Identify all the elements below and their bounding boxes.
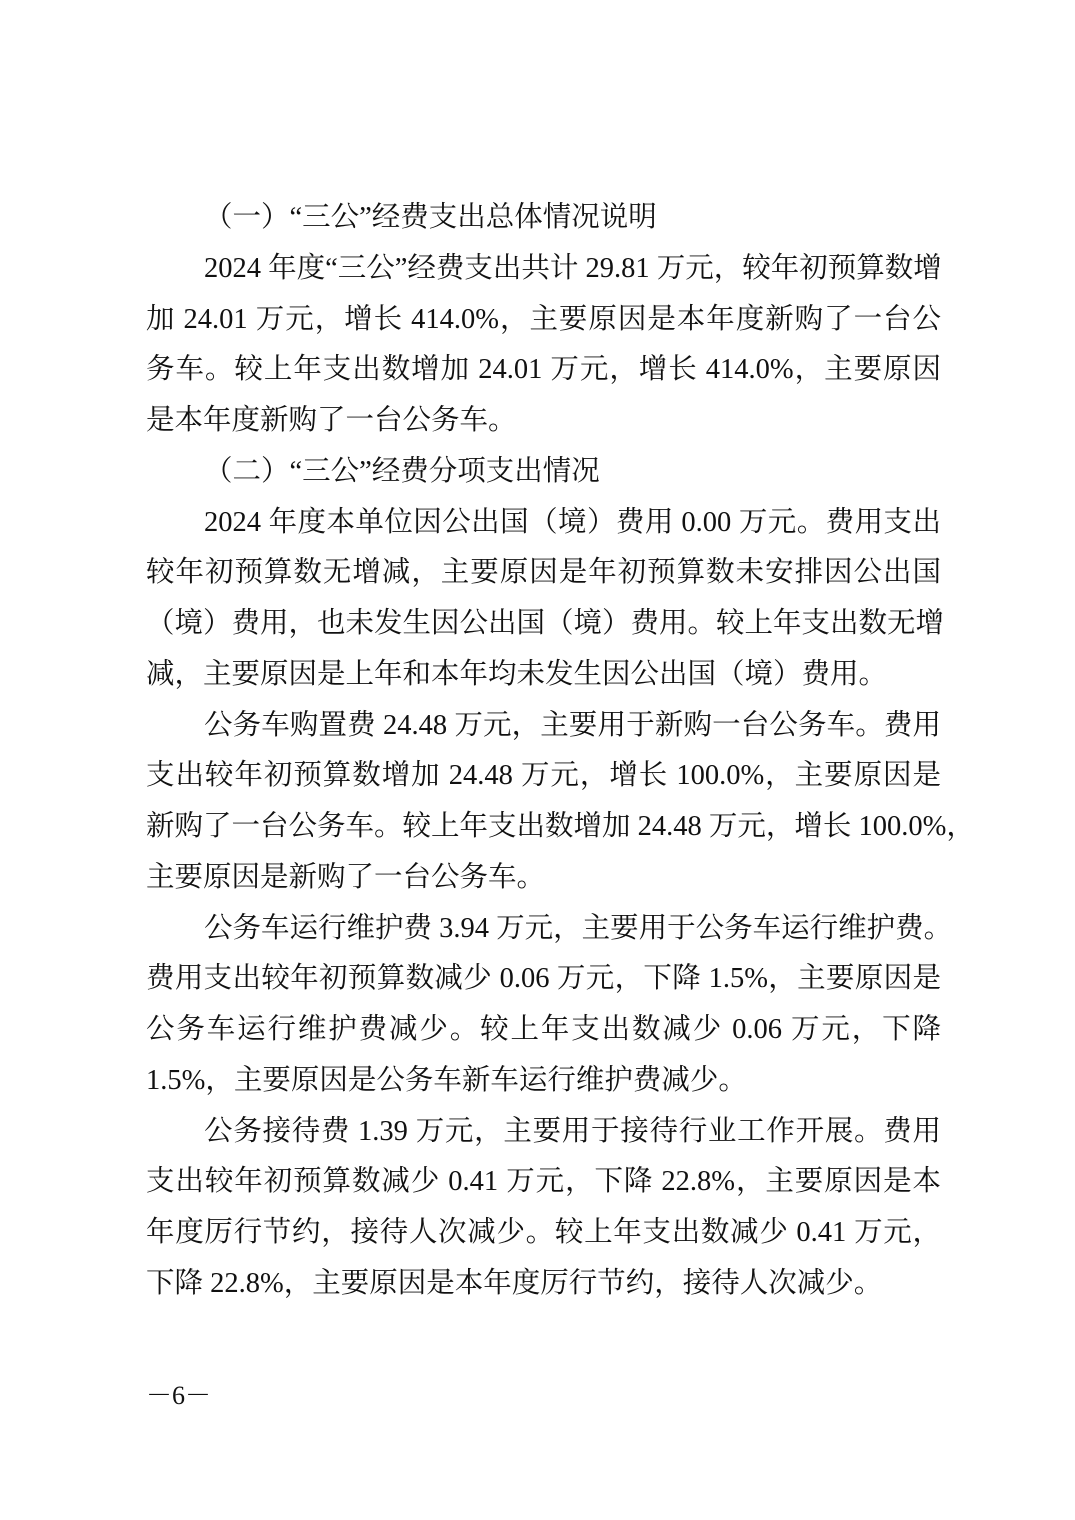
document-body (146, 193, 975, 1310)
paragraph (146, 498, 945, 701)
paragraph-line: 加 24.01 万元，增长 414.0%，主要原因是本年度新购了一台公 (146, 303, 941, 335)
paragraph (146, 1107, 941, 1310)
paragraph-line: 支出较年初预算数增加 24.48 万元，增长 100.0%，主要原因是 (146, 760, 941, 792)
paragraph-line: 新购了一台公务车。较上年支出数增加 24.48 万元，增长 100.0%， (146, 811, 975, 842)
paragraph-line: 公务车运行维护费减少。较上年支出数减少 0.06 万元，下降 (146, 1014, 941, 1045)
paragraph-line: 主要原因是新购了一台公务车。 (146, 861, 546, 893)
section-heading: （二）“三公”经费分项支出情况 (204, 455, 600, 487)
paragraph-line: 务车。较上年支出数增加 24.01 万元，增长 414.0%，主要原因 (146, 354, 941, 386)
paragraph (146, 904, 953, 1107)
paragraph-line: 费用支出较年初预算数减少 0.06 万元，下降 1.5%，主要原因是 (146, 963, 941, 995)
paragraph-line: 公务车购置费 24.48 万元，主要用于新购一台公务车。费用 (204, 709, 941, 741)
paragraph-line: 较年初预算数无增减，主要原因是年初预算数未安排因公出国 (146, 557, 941, 589)
paragraph-line: 是本年度新购了一台公务车。 (146, 405, 517, 436)
paragraph (146, 244, 941, 447)
paragraph-line: 下降 22.8%，主要原因是本年度厉行节约，接待人次减少。 (146, 1267, 883, 1299)
paragraph-line: （境）费用，也未发生因公出国（境）费用。较上年支出数无增 (146, 608, 945, 639)
paragraph-line: 减，主要原因是上年和本年均未发生因公出国（境）费用。 (146, 658, 888, 690)
page-number: －6－ (146, 1381, 212, 1410)
paragraph-line: 公务车运行维护费 3.94 万元，主要用于公务车运行维护费。 (204, 912, 953, 944)
paragraph (146, 701, 975, 904)
paragraph-line: 年度厉行节约，接待人次减少。较上年支出数减少 0.41 万元， (146, 1217, 941, 1248)
section-heading: （一）“三公”经费支出总体情况说明 (204, 202, 657, 233)
paragraph-line: 公务接待费 1.39 万元，主要用于接待行业工作开展。费用 (204, 1115, 941, 1147)
paragraph-line: 1.5%，主要原因是公务车新车运行维护费减少。 (146, 1064, 747, 1096)
paragraph-line: 支出较年初预算数减少 0.41 万元，下降 22.8%，主要原因是本 (146, 1166, 941, 1198)
paragraph-line: 2024 年度本单位因公出国（境）费用 0.00 万元。费用支出 (204, 506, 941, 538)
paragraph-line: 2024 年度“三公”经费支出共计 29.81 万元，较年初预算数增 (204, 252, 942, 284)
